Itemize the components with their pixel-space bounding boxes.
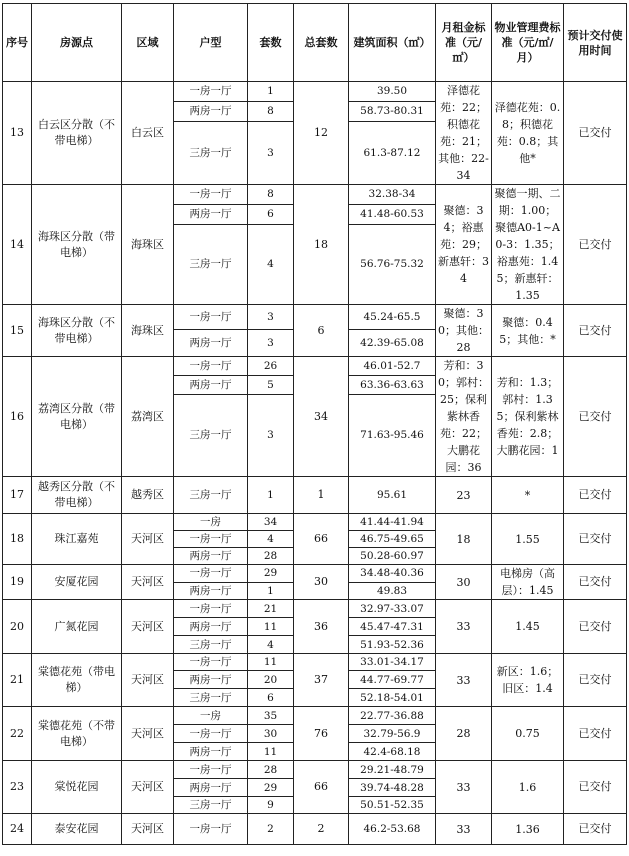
floor-area: 33.01-34.17 bbox=[349, 654, 436, 671]
unit-count: 21 bbox=[248, 600, 294, 618]
unit-type: 三房一厅 bbox=[174, 121, 248, 184]
header-area: 建筑面积（㎡） bbox=[349, 4, 436, 82]
floor-area: 51.93-52.36 bbox=[349, 636, 436, 654]
unit-count: 3 bbox=[248, 121, 294, 184]
unit-count: 3 bbox=[248, 305, 294, 330]
unit-count: 26 bbox=[248, 357, 294, 376]
unit-count: 29 bbox=[248, 565, 294, 583]
table-row bbox=[3, 477, 627, 514]
floor-area: 52.18-54.01 bbox=[349, 689, 436, 707]
table-row bbox=[3, 654, 627, 671]
row-number: 16 bbox=[3, 357, 32, 477]
floor-area: 32.38-34 bbox=[349, 185, 436, 205]
property-name: 越秀区分散（不带电梯） bbox=[32, 477, 122, 514]
floor-area: 45.24-65.5 bbox=[349, 305, 436, 330]
unit-type: 一房一厅 bbox=[174, 531, 248, 548]
delivery-time: 已交付 bbox=[564, 565, 627, 600]
table-row bbox=[3, 514, 627, 531]
property-name: 白云区分散（不带电梯） bbox=[32, 82, 122, 185]
unit-count: 28 bbox=[248, 548, 294, 565]
table-row bbox=[3, 761, 627, 779]
table-row bbox=[3, 305, 627, 330]
unit-count: 34 bbox=[248, 514, 294, 531]
header-layout: 户型 bbox=[174, 4, 248, 82]
unit-count: 30 bbox=[248, 725, 294, 743]
monthly-rent: 聚德：30；其他：28 bbox=[436, 305, 492, 357]
monthly-rent: 33 bbox=[436, 600, 492, 654]
unit-count: 6 bbox=[248, 204, 294, 224]
property-name: 泰安花园 bbox=[32, 814, 122, 845]
delivery-time: 已交付 bbox=[564, 357, 627, 477]
management-fee: 新区：1.6；旧区：1.4 bbox=[492, 654, 564, 707]
row-number: 15 bbox=[3, 305, 32, 357]
delivery-time: 已交付 bbox=[564, 305, 627, 357]
district: 白云区 bbox=[122, 82, 174, 185]
management-fee: * bbox=[492, 477, 564, 514]
management-fee: 芳和：1.3；郭村：1.35；保利紫林香苑：2.8；大鹏花园：1 bbox=[492, 357, 564, 477]
total-count: 18 bbox=[294, 185, 349, 305]
unit-type: 一房一厅 bbox=[174, 761, 248, 779]
table-row bbox=[3, 600, 627, 618]
unit-type: 一房 bbox=[174, 707, 248, 725]
row-number: 17 bbox=[3, 477, 32, 514]
floor-area: 71.63-95.46 bbox=[349, 394, 436, 476]
unit-count: 4 bbox=[248, 636, 294, 654]
unit-type: 三房一厅 bbox=[174, 224, 248, 304]
unit-type: 一房一厅 bbox=[174, 814, 248, 845]
unit-type: 三房一厅 bbox=[174, 636, 248, 654]
unit-count: 1 bbox=[248, 82, 294, 102]
total-count: 34 bbox=[294, 357, 349, 477]
floor-area: 58.73-80.31 bbox=[349, 101, 436, 121]
property-name: 棠德花苑（带电梯） bbox=[32, 654, 122, 707]
unit-type: 两房一厅 bbox=[174, 548, 248, 565]
management-fee: 电梯房（高层）：1.45 bbox=[492, 565, 564, 600]
district: 天河区 bbox=[122, 654, 174, 707]
unit-type: 一房一厅 bbox=[174, 725, 248, 743]
total-count: 76 bbox=[294, 707, 349, 761]
floor-area: 95.61 bbox=[349, 477, 436, 514]
floor-area: 39.50 bbox=[349, 82, 436, 102]
delivery-time: 已交付 bbox=[564, 600, 627, 654]
management-fee: 1.6 bbox=[492, 761, 564, 814]
unit-count: 35 bbox=[248, 707, 294, 725]
unit-type: 两房一厅 bbox=[174, 204, 248, 224]
delivery-time: 已交付 bbox=[564, 707, 627, 761]
monthly-rent: 泽德花苑：22；积德花苑：21；其他：22-34 bbox=[436, 82, 492, 185]
monthly-rent: 30 bbox=[436, 565, 492, 600]
floor-area: 44.77-69.77 bbox=[349, 671, 436, 689]
delivery-time: 已交付 bbox=[564, 654, 627, 707]
unit-type: 两房一厅 bbox=[174, 743, 248, 761]
total-count: 36 bbox=[294, 600, 349, 654]
property-name: 海珠区分散（带电梯） bbox=[32, 185, 122, 305]
monthly-rent: 28 bbox=[436, 707, 492, 761]
row-number: 23 bbox=[3, 761, 32, 814]
delivery-time: 已交付 bbox=[564, 477, 627, 514]
row-number: 24 bbox=[3, 814, 32, 845]
floor-area: 42.4-68.18 bbox=[349, 743, 436, 761]
total-count: 1 bbox=[294, 477, 349, 514]
row-number: 22 bbox=[3, 707, 32, 761]
management-fee: 1.36 bbox=[492, 814, 564, 845]
monthly-rent: 芳和：30；郭村：25；保利紫林香苑：22；大鹏花园：36 bbox=[436, 357, 492, 477]
unit-count: 29 bbox=[248, 779, 294, 797]
floor-area: 49.83 bbox=[349, 582, 436, 600]
unit-count: 2 bbox=[248, 814, 294, 845]
floor-area: 29.21-48.79 bbox=[349, 761, 436, 779]
floor-area: 46.01-52.7 bbox=[349, 357, 436, 376]
floor-area: 56.76-75.32 bbox=[349, 224, 436, 304]
header-no: 序号 bbox=[3, 4, 32, 82]
unit-type: 三房一厅 bbox=[174, 797, 248, 814]
monthly-rent: 33 bbox=[436, 761, 492, 814]
header-count: 套数 bbox=[248, 4, 294, 82]
floor-area: 42.39-65.08 bbox=[349, 330, 436, 357]
total-count: 6 bbox=[294, 305, 349, 357]
unit-type: 两房一厅 bbox=[174, 582, 248, 600]
unit-count: 8 bbox=[248, 185, 294, 205]
floor-area: 34.48-40.36 bbox=[349, 565, 436, 583]
property-name: 广氮花园 bbox=[32, 600, 122, 654]
floor-area: 22.77-36.88 bbox=[349, 707, 436, 725]
monthly-rent: 聚德：34；裕惠苑：29；新惠轩：34 bbox=[436, 185, 492, 305]
unit-count: 1 bbox=[248, 582, 294, 600]
unit-type: 一房一厅 bbox=[174, 357, 248, 376]
unit-type: 一房一厅 bbox=[174, 565, 248, 583]
unit-count: 8 bbox=[248, 101, 294, 121]
unit-type: 两房一厅 bbox=[174, 375, 248, 394]
floor-area: 61.3-87.12 bbox=[349, 121, 436, 184]
unit-type: 两房一厅 bbox=[174, 101, 248, 121]
unit-type: 两房一厅 bbox=[174, 779, 248, 797]
row-number: 13 bbox=[3, 82, 32, 185]
floor-area: 63.36-63.63 bbox=[349, 375, 436, 394]
total-count: 66 bbox=[294, 514, 349, 565]
district: 荔湾区 bbox=[122, 357, 174, 477]
district: 天河区 bbox=[122, 600, 174, 654]
district: 天河区 bbox=[122, 565, 174, 600]
unit-count: 4 bbox=[248, 531, 294, 548]
management-fee: 1.55 bbox=[492, 514, 564, 565]
unit-count: 11 bbox=[248, 654, 294, 671]
total-count: 37 bbox=[294, 654, 349, 707]
row-number: 19 bbox=[3, 565, 32, 600]
monthly-rent: 23 bbox=[436, 477, 492, 514]
floor-area: 50.28-60.97 bbox=[349, 548, 436, 565]
total-count: 12 bbox=[294, 82, 349, 185]
property-name: 珠江嘉苑 bbox=[32, 514, 122, 565]
property-name: 棠德花苑（不带电梯） bbox=[32, 707, 122, 761]
unit-type: 三房一厅 bbox=[174, 394, 248, 476]
unit-type: 两房一厅 bbox=[174, 618, 248, 636]
delivery-time: 已交付 bbox=[564, 185, 627, 305]
district: 天河区 bbox=[122, 707, 174, 761]
header-rent: 月租金标准（元/㎡） bbox=[436, 4, 492, 82]
table-row bbox=[3, 185, 627, 205]
header-name: 房源点 bbox=[32, 4, 122, 82]
unit-count: 20 bbox=[248, 671, 294, 689]
unit-type: 三房一厅 bbox=[174, 689, 248, 707]
total-count: 2 bbox=[294, 814, 349, 845]
floor-area: 32.97-33.07 bbox=[349, 600, 436, 618]
table-row bbox=[3, 82, 627, 102]
unit-type: 一房一厅 bbox=[174, 82, 248, 102]
table-row bbox=[3, 565, 627, 583]
delivery-time: 已交付 bbox=[564, 761, 627, 814]
row-number: 20 bbox=[3, 600, 32, 654]
unit-count: 1 bbox=[248, 477, 294, 514]
unit-type: 一房一厅 bbox=[174, 600, 248, 618]
floor-area: 41.48-60.53 bbox=[349, 204, 436, 224]
unit-type: 一房一厅 bbox=[174, 305, 248, 330]
delivery-time: 已交付 bbox=[564, 514, 627, 565]
unit-count: 11 bbox=[248, 618, 294, 636]
floor-area: 45.47-47.31 bbox=[349, 618, 436, 636]
district: 天河区 bbox=[122, 761, 174, 814]
housing-table bbox=[2, 3, 627, 845]
floor-area: 41.44-41.94 bbox=[349, 514, 436, 531]
row-number: 18 bbox=[3, 514, 32, 565]
unit-type: 两房一厅 bbox=[174, 330, 248, 357]
property-name: 棠悦花园 bbox=[32, 761, 122, 814]
unit-type: 一房 bbox=[174, 514, 248, 531]
total-count: 66 bbox=[294, 761, 349, 814]
table-row bbox=[3, 814, 627, 845]
monthly-rent: 18 bbox=[436, 514, 492, 565]
district: 海珠区 bbox=[122, 185, 174, 305]
unit-count: 3 bbox=[248, 330, 294, 357]
header-total: 总套数 bbox=[294, 4, 349, 82]
row-number: 21 bbox=[3, 654, 32, 707]
unit-type: 两房一厅 bbox=[174, 671, 248, 689]
header-fee: 物业管理费标准（元/㎡/月） bbox=[492, 4, 564, 82]
floor-area: 46.75-49.65 bbox=[349, 531, 436, 548]
management-fee: 0.75 bbox=[492, 707, 564, 761]
district: 天河区 bbox=[122, 514, 174, 565]
district: 越秀区 bbox=[122, 477, 174, 514]
property-name: 海珠区分散（不带电梯） bbox=[32, 305, 122, 357]
district: 天河区 bbox=[122, 814, 174, 845]
floor-area: 32.79-56.9 bbox=[349, 725, 436, 743]
header-row bbox=[3, 4, 627, 82]
table-row bbox=[3, 707, 627, 725]
monthly-rent: 33 bbox=[436, 814, 492, 845]
housing-table-page bbox=[2, 3, 626, 845]
unit-count: 11 bbox=[248, 743, 294, 761]
table-row bbox=[3, 357, 627, 376]
unit-count: 5 bbox=[248, 375, 294, 394]
property-name: 荔湾区分散（带电梯） bbox=[32, 357, 122, 477]
floor-area: 39.74-48.28 bbox=[349, 779, 436, 797]
unit-count: 6 bbox=[248, 689, 294, 707]
management-fee: 聚德一期、二期：1.00；聚德A0-1~A0-3：1.35；裕惠苑：1.45；新惠轩：1.35 bbox=[492, 185, 564, 305]
table-header bbox=[3, 4, 627, 82]
unit-type: 一房一厅 bbox=[174, 185, 248, 205]
delivery-time: 已交付 bbox=[564, 814, 627, 845]
header-region: 区域 bbox=[122, 4, 174, 82]
unit-type: 一房一厅 bbox=[174, 654, 248, 671]
row-number: 14 bbox=[3, 185, 32, 305]
delivery-time: 已交付 bbox=[564, 82, 627, 185]
unit-count: 9 bbox=[248, 797, 294, 814]
management-fee: 聚德：0.45；其他：* bbox=[492, 305, 564, 357]
floor-area: 46.2-53.68 bbox=[349, 814, 436, 845]
unit-type: 三房一厅 bbox=[174, 477, 248, 514]
management-fee: 1.45 bbox=[492, 600, 564, 654]
monthly-rent: 33 bbox=[436, 654, 492, 707]
unit-count: 3 bbox=[248, 394, 294, 476]
unit-count: 4 bbox=[248, 224, 294, 304]
property-name: 安厦花园 bbox=[32, 565, 122, 600]
header-delivery: 预计交付使用时间 bbox=[564, 4, 627, 82]
unit-count: 28 bbox=[248, 761, 294, 779]
table-body bbox=[3, 82, 627, 845]
total-count: 30 bbox=[294, 565, 349, 600]
management-fee: 泽德花苑：0.8；积德花苑：0.8；其他* bbox=[492, 82, 564, 185]
floor-area: 50.51-52.35 bbox=[349, 797, 436, 814]
district: 海珠区 bbox=[122, 305, 174, 357]
